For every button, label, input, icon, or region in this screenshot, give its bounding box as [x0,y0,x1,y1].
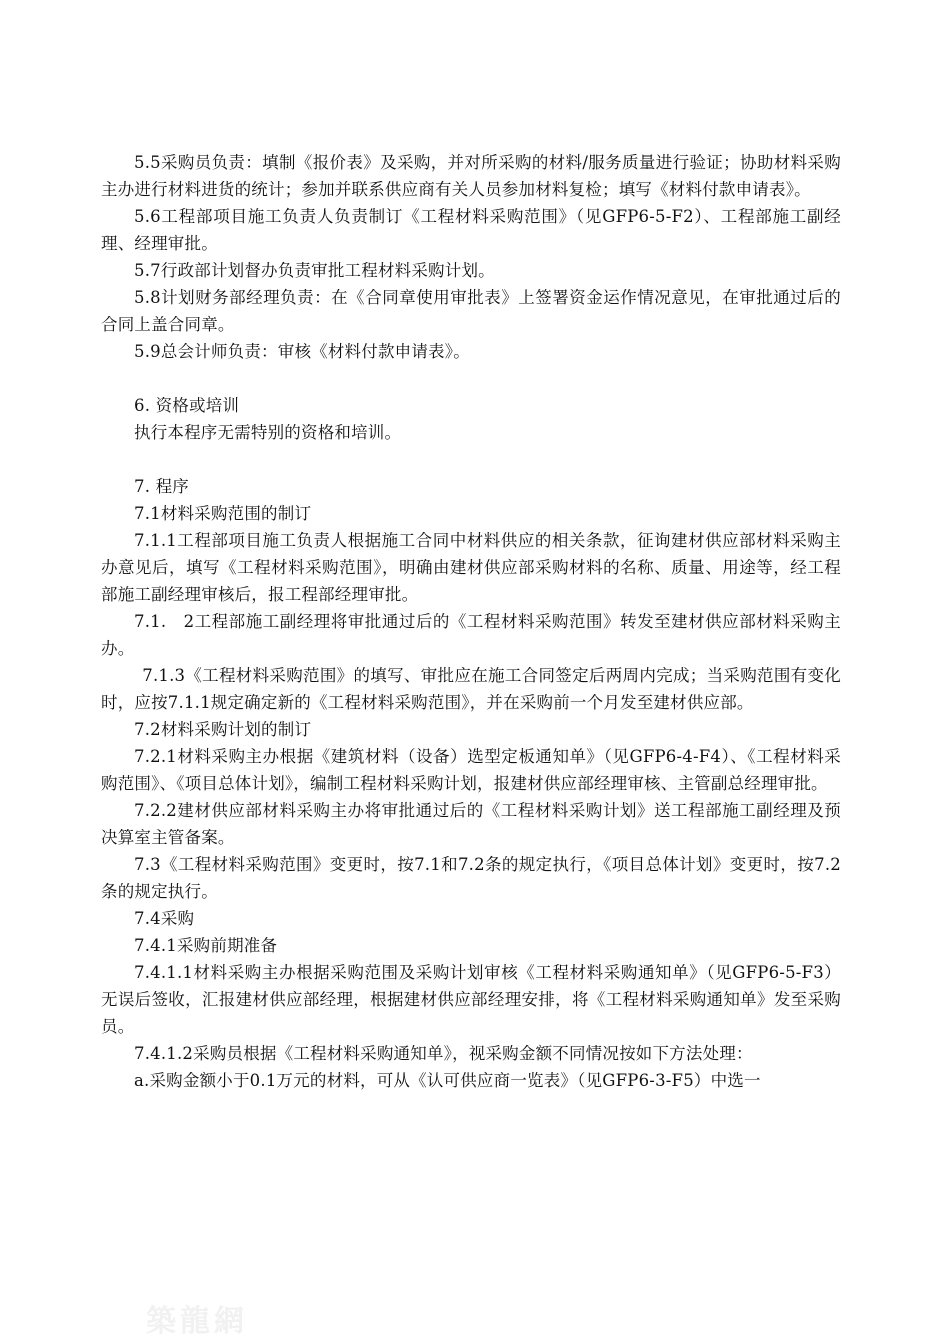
paragraph-7-2-2: 7.2.2建材供应部材料采购主办将审批通过后的《工程材料采购计划》送工程部施工副经理及预决算室主管备案。 [101,801,841,847]
subsection-heading-7-4: 7.4采购 [134,909,195,928]
paragraph-7-1-1: 7.1.1工程部项目施工负责人根据施工合同中材料供应的相关条款，征询建材供应部材料采购主办意见后，填写《工程材料采购范围》，明确由建材供应部采购材料的名称、质量、用途等，经工程部施工副经理审核后，报工程部经理审批。 [101,531,841,604]
paragraph-5-8: 5.8计划财务部经理负责：在《合同章使用审批表》上签署资金运作情况意见，在审批通过后的合同上盖合同章。 [101,288,841,334]
subsection-heading-7-1: 7.1材料采购范围的制订 [134,504,312,523]
paragraph-5-5: 5.5采购员负责：填制《报价表》及采购，并对所采购的材料/服务质量进行验证；协助材料采购主办进行材料进货的统计；参加并联系供应商有关人员参加材料复检；填写《材料付款申请表》。 [101,153,841,199]
document-body [101,149,841,1094]
section-heading-6: 6. 资格或培训 [134,396,240,415]
paragraph-7-3: 7.3《工程材料采购范围》变更时，按7.1和7.2条的规定执行，《项目总体计划》变更时，按7.2条的规定执行。 [101,855,841,901]
paragraph-7-2-1: 7.2.1材料采购主办根据《建筑材料（设备）选型定板通知单》（见GFP6-4-F4）、《工程材料采购范围》、《项目总体计划》，编制工程材料采购计划，报建材供应部经理审核、主管副总经理审批。 [101,747,841,793]
subsection-heading-7-4-1: 7.4.1采购前期准备 [134,936,278,955]
paragraph-5-9: 5.9总会计师负责：审核《材料付款申请表》。 [134,342,470,361]
paragraph-7-4-1-2: 7.4.1.2采购员根据《工程材料采购通知单》，视采购金额不同情况按如下方法处理： [134,1044,753,1063]
paragraph-a: a.采购金额小于0.1万元的材料，可从《认可供应商一览表》（见GFP6-3-F5）中选一 [134,1071,761,1090]
section-heading-7: 7. 程序 [134,477,189,496]
spacer [101,446,841,473]
watermark-logo: 築龍網 [146,1304,248,1339]
subsection-heading-7-2: 7.2材料采购计划的制订 [134,720,312,739]
spacer [101,365,841,392]
paragraph-5-7: 5.7行政部计划督办负责审批工程材料采购计划。 [134,261,495,280]
paragraph-7-1-3: 7.1.3《工程材料采购范围》的填写、审批应在施工合同签定后两周内完成；当采购范围有变化时，应按7.1.1规定确定新的《工程材料采购范围》，并在采购前一个月发至建材供应部。 [101,666,841,712]
paragraph-5-6: 5.6工程部项目施工负责人负责制订《工程材料采购范围》（见GFP6-5-F2）、工程部施工副经理、经理审批。 [101,207,841,253]
paragraph-7-4-1-1: 7.4.1.1材料采购主办根据采购范围及采购计划审核《工程材料采购通知单》（见GFP6-5-F3）无误后签收，汇报建材供应部经理，根据建材供应部经理安排，将《工程材料采购通知单》发至采购员。 [101,963,841,1036]
paragraph-7-1-2: 7.1. 2工程部施工副经理将审批通过后的《工程材料采购范围》转发至建材供应部材料采购主办。 [101,612,841,658]
paragraph-6: 执行本程序无需特别的资格和培训。 [134,423,402,442]
